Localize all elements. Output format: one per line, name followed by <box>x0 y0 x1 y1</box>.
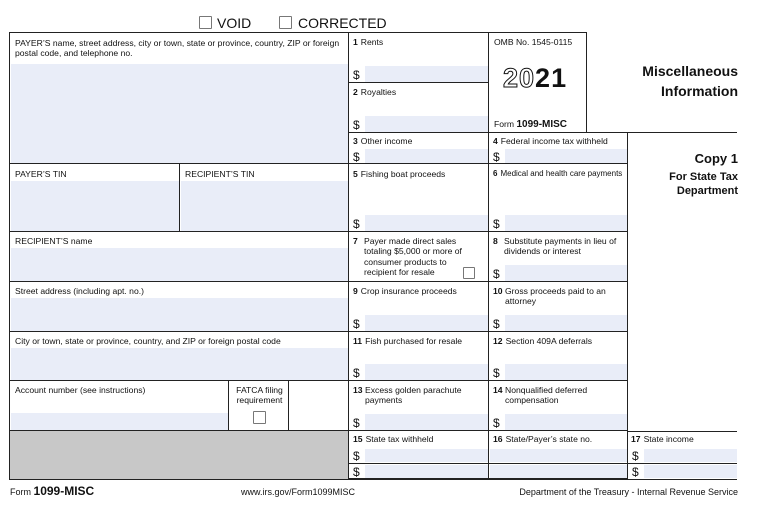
payer-name-label: PAYER’S name, street address, city or town, state or province, country, ZIP or foreign postal code, and telephone no. <box>15 38 340 59</box>
recipient-tin-field[interactable] <box>181 181 348 231</box>
box-10-label: Gross proceeds paid to an attorney <box>505 286 606 307</box>
box-17-label: 17 State income <box>631 434 694 444</box>
box-11-label: 11 Fish purchased for resale <box>353 336 463 346</box>
shaded-area <box>10 431 349 479</box>
box-17-field-2[interactable] <box>644 465 737 478</box>
box-10-dollar: $ <box>493 317 500 331</box>
fatca-checkbox[interactable] <box>253 411 266 424</box>
payer-tin-field[interactable] <box>11 181 179 231</box>
box-13-label: Excess golden parachute payments <box>365 385 462 406</box>
account-label: Account number (see instructions) <box>15 385 146 395</box>
box-5-label: 5 Fishing boat proceeds <box>353 169 446 179</box>
corrected-checkbox[interactable] <box>279 16 292 29</box>
box-17-dollar-1: $ <box>632 449 639 463</box>
box-10-field[interactable] <box>505 315 627 331</box>
box-12-dollar: $ <box>493 366 500 380</box>
box-16-field-2[interactable] <box>490 465 627 478</box>
box-5-dollar: $ <box>353 217 360 231</box>
copy-title: Copy 1 <box>694 151 738 166</box>
box-17-dollar-2: $ <box>632 465 639 479</box>
box-15-field-2[interactable] <box>365 465 488 478</box>
recipient-name-label: RECIPIENT’S name <box>15 236 93 246</box>
tax-year-suffix: 21 <box>535 63 568 93</box>
payer-tin-label: PAYER’S TIN <box>15 169 67 179</box>
corrected-label: CORRECTED <box>298 15 387 31</box>
box-3-field[interactable] <box>365 149 488 163</box>
box-1-dollar: $ <box>353 68 360 82</box>
fatca-label: FATCA filing requirement <box>236 385 283 406</box>
box-8-number: 8 <box>493 236 498 246</box>
empty-box-right-of-fatca <box>289 381 349 431</box>
box-4-field[interactable] <box>505 149 627 163</box>
box-13-dollar: $ <box>353 416 360 430</box>
copy-column-divider <box>627 133 628 431</box>
street-field[interactable] <box>11 298 348 331</box>
box-8-field[interactable] <box>505 265 627 281</box>
box-17-field-1[interactable] <box>644 449 737 462</box>
void-checkbox[interactable] <box>199 16 212 29</box>
box-16-divider <box>489 463 628 464</box>
box-11-field[interactable] <box>365 364 488 380</box>
street-label: Street address (including apt. no.) <box>15 286 144 296</box>
box-15-divider <box>349 463 489 464</box>
box-4-label: 4 Federal income tax withheld <box>493 136 608 146</box>
box-14-dollar: $ <box>493 416 500 430</box>
box-6-dollar: $ <box>493 217 500 231</box>
tax-year <box>503 63 567 93</box>
omb-number: OMB No. 1545-0115 <box>494 37 573 47</box>
box-12-label: 12 Section 409A deferrals <box>493 336 593 346</box>
tax-year-prefix: 20 <box>503 63 536 93</box>
void-label: VOID <box>217 15 252 31</box>
box-12-field[interactable] <box>505 364 627 380</box>
box-11-dollar: $ <box>353 366 360 380</box>
form-title-line1: Miscellaneous <box>642 63 738 79</box>
city-field[interactable] <box>11 348 348 380</box>
copy-line1: For State Tax <box>669 171 738 183</box>
box-13-field[interactable] <box>365 414 488 430</box>
box-3-dollar: $ <box>353 150 360 164</box>
box-14-number: 14 <box>493 385 503 395</box>
footer-department: Department of the Treasury - Internal Revenue Service <box>519 487 738 497</box>
form-bottom-rule <box>9 479 737 480</box>
box-6-label: 6 Medical and health care payments <box>493 169 623 178</box>
box-2-label: 2 Royalties <box>353 87 397 97</box>
box-1-field[interactable] <box>365 66 488 82</box>
box-14-label: Nonqualified deferred compensation <box>505 385 588 406</box>
box-17-divider <box>628 463 737 464</box>
box-9-dollar: $ <box>353 317 360 331</box>
copy-line2: Department <box>676 185 738 197</box>
box-13-number: 13 <box>353 385 363 395</box>
box-1-label: 1 Rents <box>353 37 384 47</box>
box-2-field[interactable] <box>365 116 488 132</box>
box-16-field-1[interactable] <box>490 449 627 462</box>
recipient-tin-label: RECIPIENT’S TIN <box>185 169 255 179</box>
box-9-label: 9 Crop insurance proceeds <box>353 286 457 296</box>
footer-form-name: Form 1099-MISC <box>10 484 95 498</box>
box-7-number: 7 <box>353 236 358 246</box>
box-2-dollar: $ <box>353 118 360 132</box>
box-6-field[interactable] <box>505 215 627 231</box>
box-8-label: Substitute payments in lieu of dividends or interest <box>504 236 617 257</box>
box-5-field[interactable] <box>365 215 488 231</box>
box-14-field[interactable] <box>505 414 627 430</box>
account-field[interactable] <box>11 413 228 430</box>
payer-name-field[interactable] <box>11 64 348 163</box>
box-8-dollar: $ <box>493 267 500 281</box>
box-15-dollar-1: $ <box>353 449 360 463</box>
omb-form-name: Form 1099-MISC <box>494 119 568 130</box>
footer-url[interactable]: www.irs.gov/Form1099MISC <box>241 487 356 497</box>
box-4-dollar: $ <box>493 150 500 164</box>
form-title-line2: Information <box>661 83 738 99</box>
box-15-field-1[interactable] <box>365 449 488 462</box>
box-16-label: 16 State/Payer’s state no. <box>493 434 593 444</box>
box-3-label: 3 Other income <box>353 136 413 146</box>
box-15-dollar-2: $ <box>353 465 360 479</box>
box-9-field[interactable] <box>365 315 488 331</box>
box-7-label: Payer made direct sales totaling $5,000 or more of consumer products to recipient for resale <box>364 236 462 278</box>
box-15-label: 15 State tax withheld <box>353 434 434 444</box>
city-label: City or town, state or province, country, and ZIP or foreign postal code <box>15 336 281 346</box>
box-7-checkbox[interactable] <box>463 267 475 279</box>
box-10-number: 10 <box>493 286 503 296</box>
recipient-name-field[interactable] <box>11 248 348 281</box>
